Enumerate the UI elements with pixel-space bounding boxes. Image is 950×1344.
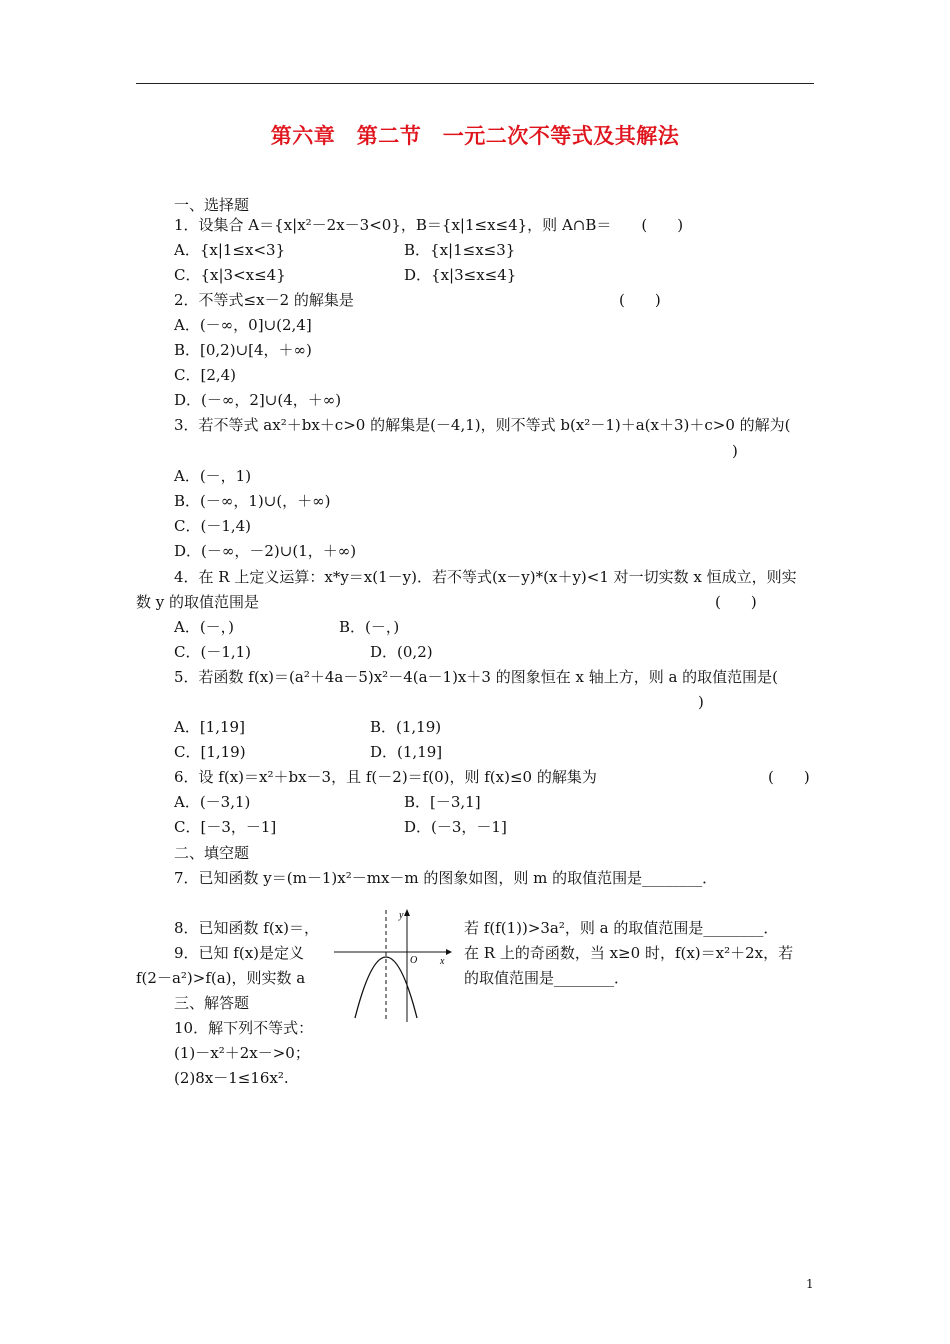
page-number: 1 [806,1277,814,1291]
option-a: A．[1,19] [174,718,245,736]
option-b: B．[－3,1] [404,793,481,811]
question-text: 4．在 R 上定义运算：x*y＝x(1－y)．若不等式(x－y)*(x＋y)<1 对一切实数 x 恒成立，则实 [174,568,797,586]
answer-blank: ( ) [768,768,810,786]
option-b: B．(1,19) [370,718,442,736]
question-text: 的取值范围是________． [464,969,630,987]
question-text: 2．不等式≤x－2 的解集是 [174,291,354,309]
answer-blank: ( ) [619,291,661,309]
page-title: 第六章 第二节 一元二次不等式及其解法 [270,124,680,148]
section-heading: 一、选择题 [174,196,250,214]
question-text: (2)8x－1≤16x². [174,1069,289,1087]
y-axis-arrow [404,909,410,916]
question-text: 3．若不等式 ax²＋bx＋c>0 的解集是(－4,1)，则不等式 b(x²－1)＋a(x＋3)＋c>0 的解为( [174,416,791,434]
question-text: (1)－x²＋2x－>0； [174,1044,310,1062]
origin-label: O [410,955,418,966]
section-heading: 二、填空题 [174,844,250,862]
option-a: A．(－，) [174,618,235,636]
parabola-figure [334,906,456,1024]
question-text: 在 R 上的奇函数，当 x≥0 时，f(x)＝x²＋2x，若 [464,944,794,962]
question-text: 数 y 的取值范围是 [136,593,260,611]
option-d: D．(－∞，2]∪(4，＋∞) [174,391,342,409]
answer-blank: ( ) [715,593,757,611]
question-text: 5．若函数 f(x)＝(a²＋4a－5)x²－4(a－1)x＋3 的图象恒在 x 轴上方，则 a 的取值范围是( [174,668,779,686]
option-d: D．(－3，－1] [404,818,507,836]
question-text: 8．已知函数 f(x)＝， [174,919,320,937]
option-b: B．[0,2)∪[4，＋∞) [174,341,312,359]
question-text: 若 f(f(1))>3a²，则 a 的取值范围是________． [464,919,779,937]
option-b: B．(－，) [339,618,400,636]
option-b: B．{x|1≤x≤3} [404,241,516,259]
option-d: D．{x|3≤x≤4} [404,266,517,284]
option-a: A．(－，1) [174,467,252,485]
option-a: A．{x|1≤x<3} [174,241,286,259]
y-axis-label: y [399,910,404,921]
question-text: 10．解下列不等式： [174,1019,314,1037]
option-c: C．(－1,1) [174,643,252,661]
question-text: 7．已知函数 y＝(m－1)x²－mx－m 的图象如图，则 m 的取值范围是________． [174,869,718,887]
question-text: 1．设集合 A＝{x|x²－2x－3<0}，B＝{x|1≤x≤4}，则 A∩B＝ ( ) [174,216,684,234]
question-text: 9．已知 f(x)是定义 [174,944,305,962]
option-c: C．(－1,4) [174,517,252,535]
option-d: D．(0,2) [370,643,433,661]
option-c: C．{x|3<x≤4} [174,266,286,284]
option-d: D．(－∞，－2)∪(1，＋∞) [174,542,357,560]
x-axis-label: x [440,956,445,967]
option-c: C．[1,19) [174,743,246,761]
section-heading: 三、解答题 [174,994,250,1012]
question-text: 6．设 f(x)＝x²＋bx－3，且 f(－2)＝f(0)，则 f(x)≤0 的解集为 [174,768,597,786]
answer-blank: ) [732,442,738,460]
option-d: D．(1,19] [370,743,443,761]
option-a: A．(－3,1) [174,793,251,811]
option-c: C．[2,4) [174,366,237,384]
option-a: A．(－∞，0]∪(2,4] [174,316,312,334]
answer-blank: ) [698,693,704,711]
option-c: C．[－3，－1] [174,818,277,836]
x-axis-arrow [446,949,452,955]
question-text: f(2－a²)>f(a)，则实数 a [136,969,306,987]
option-b: B．(－∞，1)∪(，＋∞) [174,492,331,510]
header-rule [136,83,814,84]
